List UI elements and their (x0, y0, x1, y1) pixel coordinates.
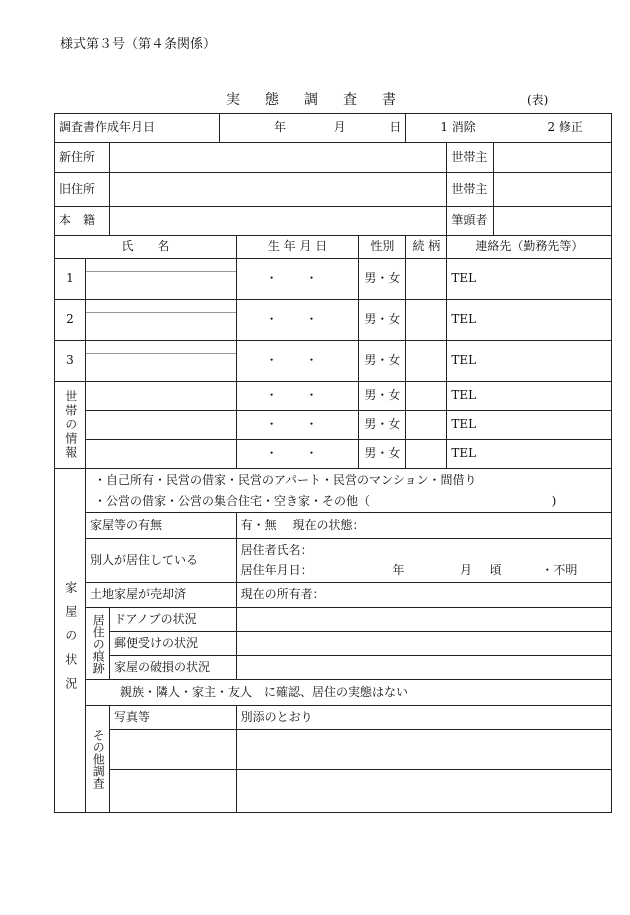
person-name-field[interactable] (86, 259, 237, 300)
survey-form-table (54, 113, 612, 813)
photo-row (55, 706, 612, 730)
household-row (55, 411, 612, 440)
resident-date-label: 居住年月日： (240, 562, 313, 577)
other-survey-field[interactable] (236, 730, 612, 770)
confirm-field[interactable]: 親族・隣人・家主・友人 に確認、居住の実態はない (86, 680, 612, 706)
house-types-line2[interactable]: ・公営の借家・公営の集合住宅・空き家・その他（ (94, 493, 371, 508)
birth-field[interactable]: ・ ・ (236, 341, 359, 382)
house-types-close: ) (551, 493, 557, 508)
trace-mail-field[interactable] (236, 632, 612, 656)
household-birth-field[interactable]: ・ ・ (236, 382, 359, 411)
new-address-row (55, 143, 612, 173)
household-name-field[interactable] (86, 440, 237, 469)
tel-field[interactable]: TEL (447, 259, 612, 300)
trace-door-field[interactable] (236, 608, 612, 632)
photo-label: 写真等 (110, 706, 237, 730)
old-address-label: 旧住所 (55, 173, 110, 207)
col-relation: 続 柄 (406, 236, 447, 259)
old-address-row (55, 173, 612, 207)
house-types-row (55, 469, 612, 513)
trace-damage-row (55, 656, 612, 680)
household-birth-field[interactable]: ・ ・ (236, 411, 359, 440)
household-row (55, 382, 612, 411)
tel-field[interactable]: TEL (447, 300, 612, 341)
sold-row (55, 583, 612, 608)
house-exists-field[interactable]: 有・無 現在の状態： (236, 513, 612, 539)
house-exists-label: 家屋等の有無 (86, 513, 237, 539)
honseki-label: 本 籍 (55, 207, 110, 236)
household-tel-field[interactable]: TEL (447, 382, 612, 411)
resident-unknown[interactable]: ・不明 (541, 562, 578, 577)
household-tel-field[interactable]: TEL (447, 440, 612, 469)
relation-field[interactable] (406, 341, 447, 382)
sex-option[interactable]: 男・女 (359, 300, 406, 341)
day-label: 日 (389, 120, 402, 135)
household-relation-field[interactable] (406, 411, 447, 440)
other-survey-row (55, 730, 612, 770)
other-survey-field[interactable] (236, 770, 612, 813)
resident-year: 年 (392, 562, 405, 577)
trace-damage-label: 家屋の破損の状況 (110, 656, 237, 680)
birth-field[interactable]: ・ ・ (236, 259, 359, 300)
household-sex-option[interactable]: 男・女 (359, 440, 406, 469)
column-header-row (55, 236, 612, 259)
side-label: (表) (527, 93, 549, 107)
tel-field[interactable]: TEL (447, 341, 612, 382)
household-relation-field[interactable] (406, 440, 447, 469)
other-resident-field[interactable] (236, 539, 612, 583)
trace-mail-row (55, 632, 612, 656)
honseki-field[interactable] (110, 207, 447, 236)
trace-door-row (55, 608, 612, 632)
person-name-field[interactable] (86, 341, 237, 382)
household-row (55, 440, 612, 469)
householder-label-2: 世帯主 (447, 173, 494, 207)
other-survey-item[interactable] (110, 770, 237, 813)
sex-option[interactable]: 男・女 (359, 341, 406, 382)
year-label: 年 (274, 120, 287, 135)
person-row (55, 341, 612, 382)
relation-field[interactable] (406, 259, 447, 300)
householder-label: 世帯主 (447, 143, 494, 173)
household-label: 世帯の情報 (55, 382, 86, 469)
household-sex-option[interactable]: 男・女 (359, 411, 406, 440)
confirm-row (55, 680, 612, 706)
person-number: 2 (55, 300, 86, 341)
household-sex-option[interactable]: 男・女 (359, 382, 406, 411)
other-resident-row (55, 539, 612, 583)
person-number: 1 (55, 259, 86, 300)
new-address-field[interactable] (110, 143, 447, 173)
trace-door-label: ドアノブの状況 (110, 608, 237, 632)
house-exists-row (55, 513, 612, 539)
page-title: 実態調査書 (226, 92, 421, 108)
type-options[interactable] (406, 114, 612, 143)
date-row (55, 114, 612, 143)
col-sex: 性別 (359, 236, 406, 259)
household-name-field[interactable] (86, 411, 237, 440)
trace-mail-label: 郵便受けの状況 (110, 632, 237, 656)
person-row (55, 259, 612, 300)
resident-around: 頃 (489, 562, 502, 577)
house-types-line1[interactable]: ・自己所有・民営の借家・民営のアパート・民営のマンション・間借り (94, 472, 477, 487)
col-name: 氏 名 (55, 236, 237, 259)
option-delete[interactable]: 1 消除 (440, 120, 476, 135)
month-label: 月 (333, 120, 346, 135)
sold-label: 土地家屋が売却済 (86, 583, 237, 608)
household-birth-field[interactable]: ・ ・ (236, 440, 359, 469)
honseki-row (55, 207, 612, 236)
house-types-field[interactable] (86, 469, 612, 513)
householder-field-2[interactable] (494, 173, 612, 207)
photo-field[interactable]: 別添のとおり (236, 706, 612, 730)
person-row (55, 300, 612, 341)
birth-field[interactable]: ・ ・ (236, 300, 359, 341)
sold-field[interactable]: 現在の所有者： (236, 583, 612, 608)
form-number: 様式第３号（第４条関係） (60, 37, 217, 52)
family-head-field[interactable] (494, 207, 612, 236)
family-head-label: 筆頭者 (447, 207, 494, 236)
new-address-label: 新住所 (55, 143, 110, 173)
sex-option[interactable]: 男・女 (359, 259, 406, 300)
household-relation-field[interactable] (406, 382, 447, 411)
house-types-line2-wrap (94, 491, 607, 512)
date-field[interactable] (220, 114, 406, 143)
resident-date-wrap (241, 561, 608, 580)
household-name-field[interactable] (86, 382, 237, 411)
resident-name-label: 居住者氏名： (240, 543, 313, 558)
col-birth: 生 年 月 日 (236, 236, 359, 259)
resident-month: 月 (460, 562, 473, 577)
householder-field[interactable] (494, 143, 612, 173)
option-modify[interactable]: 2 修正 (547, 120, 583, 135)
other-resident-label: 別人が居住している (86, 539, 237, 583)
date-label: 調査書作成年月日 (55, 114, 220, 143)
trace-damage-field[interactable] (236, 656, 612, 680)
household-tel-field[interactable]: TEL (447, 411, 612, 440)
old-address-field[interactable] (110, 173, 447, 207)
trace-label: 居住の痕跡 (86, 608, 110, 680)
relation-field[interactable] (406, 300, 447, 341)
person-name-field[interactable] (86, 300, 237, 341)
col-contact: 連絡先（勤務先等） (447, 236, 612, 259)
other-survey-row (55, 770, 612, 813)
house-status-label: 家屋の状況 (55, 469, 86, 813)
other-survey-item[interactable] (110, 730, 237, 770)
other-survey-label: その他調査 (86, 706, 110, 813)
person-number: 3 (55, 341, 86, 382)
